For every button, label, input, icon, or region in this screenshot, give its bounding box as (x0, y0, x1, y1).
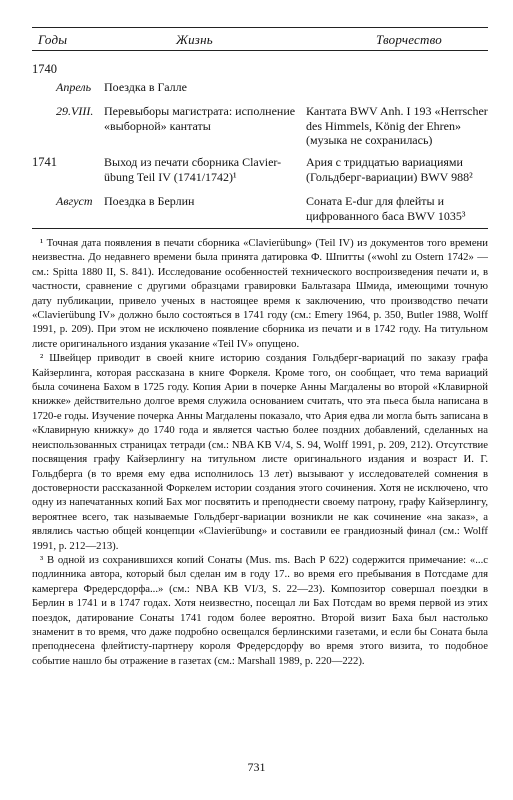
column-header-life: Жизнь (176, 32, 213, 47)
row-life: Выход из печати сборника Clavier-übung Teil IV (1741/1742)¹ (104, 155, 282, 184)
row-year: 1740 (32, 62, 57, 76)
table-bottom-rule (32, 228, 488, 229)
footnote-1: ¹ Точная дата появления в печати сборника «Clavierübung» (Teil IV) из документов того времени неизвестна. До недавнего времени была принята датировка Ф. Шпитты («wohl zu Ostern 1742» — см.: Spitta 1880 II, S. 841). Исследование особенностей технического воспроизведения печати и, в частности, сравнение с другими образцами гравировки Бальтазара Шмида, имеющими точную дату публикации, привело ученых в настоящее время к заключению, что производство печати «Clavierübung IV» должно было состояться в 1741 году (см.: Emery 1964, p. 350, Butler 1988, Wolff 1991, p. 209). При этом не исключено появление сборника из печати и в 1742 году. На титульном листе оригинального издания указание «Teil IV» опущено. (32, 237, 488, 350)
footnote-3: ³ В одной из сохранившихся копий Сонаты (Mus. ms. Bach P 622) содержится примечание: «...с подлинника автора, который был сделан им в году 17.. во время его пребывания в Потсдаме для камергера Фредерсдорфа...» (см.: NBA KB VI/3, S. 22—23). Композитор совершал поездки в Берлин в 1741 и в 1747 годах. Хотя неизвестно, посещал ли Бах Потсдам во время первой из этих поездок, датирование Сонаты 1741 годом более вероятно. Второй визит Баха был настолько знаменит в то время, что даже подробно освещался берлинскими газетами, и если бы Соната была преподнесена флейтисту-партнеру короля Фредерсдорфу во время этого визита, то подобное событие нашло бы отражение в газетах (см.: Marshall 1989, p. 220—222). (32, 553, 488, 667)
row-life: Поездка в Берлин (104, 194, 195, 208)
row-work: Соната E-dur для флейты и цифрованного баса BWV 1035³ (306, 194, 466, 223)
row-work: Ария с тридцатью вариациями (Гольдберг-вариации) BWV 988² (306, 155, 473, 184)
row-work: Кантата BWV Anh. I 193 «Herrscher des Himmels, König der Ehren» (музыка не сохранилась) (306, 104, 488, 147)
table-top-rule (32, 27, 488, 28)
column-header-work: Творчество (376, 32, 442, 47)
column-header-years: Годы (38, 32, 68, 47)
footnote-2: ² Швейцер приводит в своей книге историю создания Гольдберг-вариаций по заказу графа Кайзерлинга, которая рассказана в книге Форкеля. Кроме того, он сообщает, что тема вариаций была сочинена Бахом в 1725 году. Копия Арии в почерке Анны Магдалены во второй «Клавирной книжке» действительно долгое время служила основанием считать, что эта пьеса была написана в 1720-е годы. Изучение почерка Анны Магдалены показало, что Ария едва ли могла быть записана в «Клавирную книжку» до 1740 года и является частью более поздних добавлений, сделанных на неиспользованных страницах тетради (см.: NBA KB V/4, S. 94, Wolff 1991, p. 209, 212). Отсутствие посвящения графу Кайзерлингу на титульном листе оригинального издания и возраст И. Г. Гольдберга (в то время ему едва исполнилось 13 лет) вызывают у исследователей сомнения в достоверности рассказанной Форкелем истории создания этого сочинения. Хотя не исключено, что одну из напечатанных копий Бах мог посвятить и преподнести своему патрону, графу Кайзерлингу, вероятнее всего, так называемые Гольдберг-вариации возникли не как сочинение «на заказ», а являлись частью общей концепции «Clavierübung» и составили ее грандиозный финал (см.: Wolff 1991, p. 212—213). (32, 352, 488, 552)
row-date: Апрель (56, 80, 92, 94)
row-date: 29.VIII. (56, 104, 94, 118)
row-year: 1741 (32, 155, 57, 169)
table-header-rule (32, 50, 488, 51)
page-number: 731 (247, 760, 266, 774)
row-life: Поездка в Галле (104, 80, 187, 94)
footnotes (32, 236, 488, 668)
row-life: Перевыборы магистрата: исполнение «выборной» кантаты (104, 104, 296, 133)
row-date: Август (56, 194, 93, 208)
